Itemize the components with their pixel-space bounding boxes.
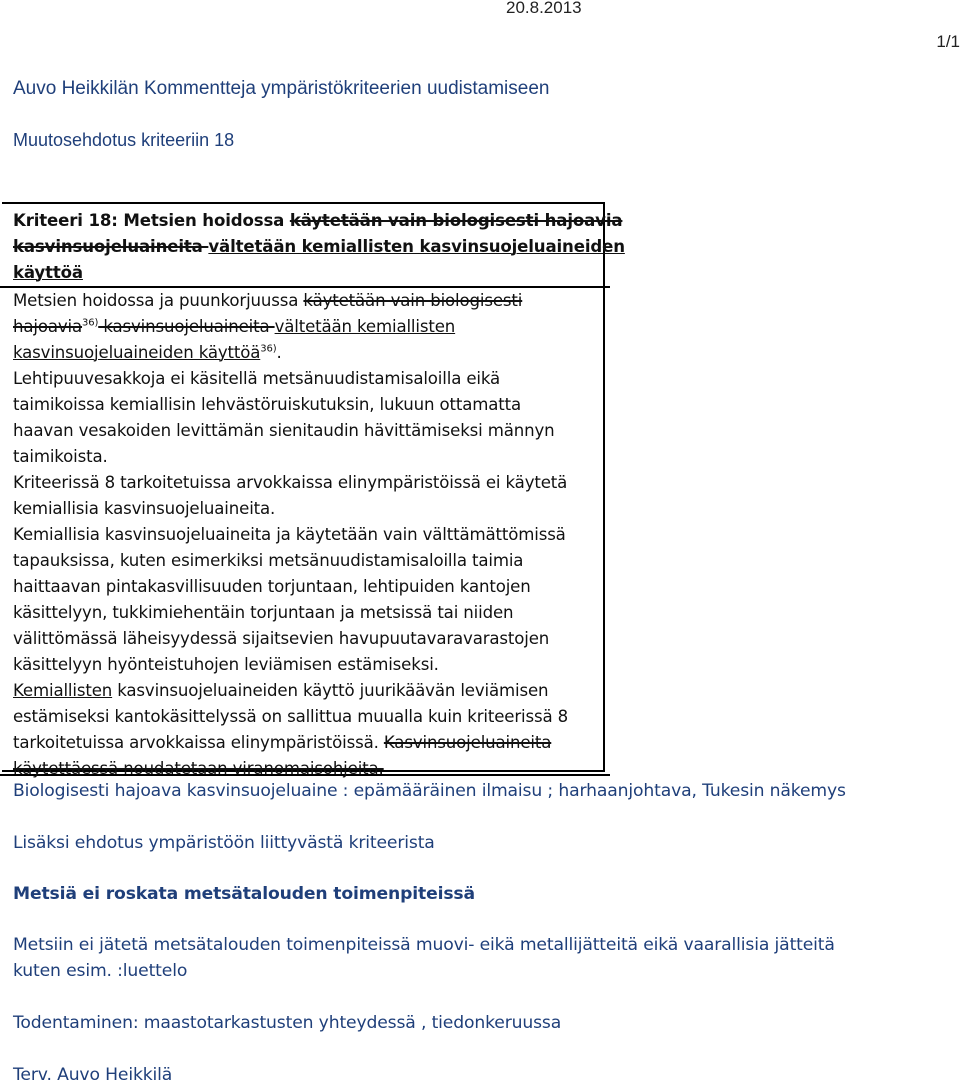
criterion-heading-line-3 bbox=[13, 260, 83, 286]
paragraph-2-line-3: haavan vesakoiden levittämän sienitaudin hävittämiseksi männyn bbox=[13, 421, 555, 440]
comment-line: Biologisesti hajoava kasvinsuojeluaine : epämääräinen ilmaisu ; harhaanjohtava, Tukesin näkemys bbox=[13, 781, 846, 801]
struck-text: käytetään vain biologisesti hajoavia bbox=[289, 211, 623, 230]
paragraph-5-line-4 bbox=[13, 756, 384, 782]
paragraph-3-line-1: Kriteerissä 8 tarkoitetuissa arvokkaissa elinympäristöissä ei käytetä bbox=[13, 473, 568, 492]
paragraph-5-line-3: tarkoitetuissa arvokkaissa elinympäristöissä. Kasvinsuojeluaineita bbox=[13, 733, 552, 752]
paragraph-4-line-1: Kemiallisia kasvinsuojeluaineita ja käytetään vain välttämättömissä bbox=[13, 525, 566, 544]
inserted-text: vältetään kemiallisten kasvinsuojeluaineiden bbox=[208, 237, 625, 256]
inserted-text: käyttöä bbox=[13, 263, 83, 282]
page-number: 1/1 bbox=[936, 32, 960, 51]
paragraph-1-line-1: Metsien hoidossa ja puunkorjuussa käytetään vain biologisesti bbox=[13, 291, 523, 310]
paragraph-5-line-2: estämiseksi kantokäsittelyssä on sallittua muualla kuin kriteerissä 8 bbox=[13, 707, 569, 726]
inserted-text: Kemiallisten bbox=[13, 681, 113, 700]
extra-proposal-title: Lisäksi ehdotus ympäristöön liittyvästä kriteerista bbox=[13, 833, 435, 853]
struck-text: kasvinsuojeluaineita bbox=[13, 237, 209, 256]
struck-text: käytettäessä noudatetaan viranomaisohjeita. bbox=[13, 759, 384, 778]
paragraph-4-line-2: tapauksissa, kuten esimerkiksi metsänuudistamisaloilla taimia bbox=[13, 551, 524, 570]
paragraph-4-line-6: käsittelyyn hyönteistuhojen leviämisen estämiseksi. bbox=[13, 655, 439, 674]
paragraph-2-line-1: Lehtipuuvesakkoja ei käsitellä metsänuudistamisaloilla eikä bbox=[13, 369, 501, 388]
document-title: Auvo Heikkilän Kommentteja ympäristökriteerien uudistamiseen bbox=[13, 78, 550, 99]
date: 20.8.2013 bbox=[506, 0, 582, 17]
paragraph-1-line-2: hajoavia$^{36)}$ kasvinsuojeluaineita vältetään kemiallisten bbox=[13, 317, 456, 336]
paragraph-5-line-1: Kemiallisten kasvinsuojeluaineiden käyttö juurikäävän leviämisen bbox=[13, 681, 549, 700]
paragraph-4-line-4: käsittelyyn, tukkimiehentäin torjuntaan ja metsissä tai niiden bbox=[13, 603, 514, 622]
criterion-heading-line-2 bbox=[13, 234, 625, 260]
paragraph-2-line-2: taimikoissa kemiallisin lehvästöruiskutuksin, lukuun ottamatta bbox=[13, 395, 522, 414]
paragraph-3-line-2: kemiallisia kasvinsuojeluaineita. bbox=[13, 499, 276, 518]
verification-line: Todentaminen: maastotarkastusten yhteydessä , tiedonkeruussa bbox=[13, 1013, 562, 1033]
proposal-line-2: kuten esim. :luettelo bbox=[13, 961, 188, 981]
struck-text: Kasvinsuojeluaineita bbox=[383, 733, 552, 752]
paragraph-2-line-4: taimikoista. bbox=[13, 447, 108, 466]
paragraph-4-line-5: välittömässä läheisyydessä sijaitsevien havupuutavaravarastojen bbox=[13, 629, 550, 648]
signature: Terv. Auvo Heikkilä bbox=[13, 1065, 173, 1085]
paragraph-1-line-3: kasvinsuojeluaineiden käyttöä$^{36)}$. bbox=[13, 343, 282, 362]
paragraph-4-line-3: haittaavan pintakasvillisuuden torjuntaan, lehtipuiden kantojen bbox=[13, 577, 531, 596]
proposal-heading: Metsiä ei roskata metsätalouden toimenpiteissä bbox=[13, 884, 475, 904]
document-subtitle: Muutosehdotus kriteeriin 18 bbox=[13, 130, 235, 150]
proposal-line-1: Metsiin ei jätetä metsätalouden toimenpiteissä muovi- eikä metallijätteitä eikä vaarallisia jätteitä bbox=[13, 935, 835, 955]
criterion-heading-line-1: Kriteeri 18: Metsien hoidossa käytetään vain biologisesti hajoavia bbox=[13, 211, 623, 230]
